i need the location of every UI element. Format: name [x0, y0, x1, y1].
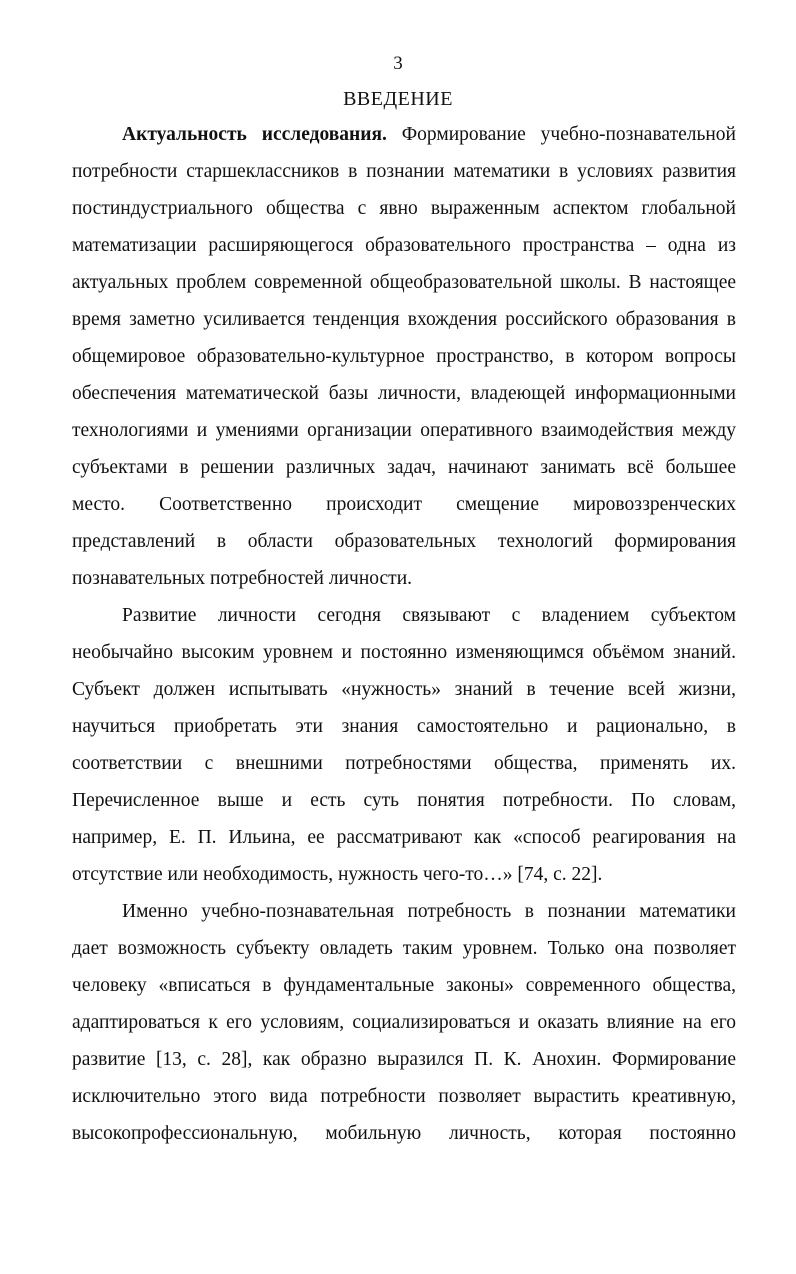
- text-line: постиндустриального общества с явно выраженным аспектом глобальной: [72, 198, 736, 219]
- paragraph-cognitive-need: [72, 893, 736, 1152]
- text-line: потребности старшеклассников в познании математики в условиях развития: [72, 161, 736, 182]
- text-line: развитие [13, с. 28], как образно выразился П. К. Анохин. Формирование: [72, 1049, 736, 1070]
- text-line: представлений в области образовательных технологий формирования: [72, 531, 736, 552]
- text-line: время заметно усиливается тенденция вхождения российского образования в: [72, 309, 736, 330]
- text-line: субъектами в решении различных задач, начинают занимать всё большее: [72, 457, 736, 478]
- text-line: необычайно высоким уровнем и постоянно изменяющимся объёмом знаний.: [72, 642, 736, 663]
- relevance-lead: Актуальность исследования.: [122, 124, 387, 145]
- text-line: Субъект должен испытывать «нужность» знаний в течение всей жизни,: [72, 679, 736, 700]
- text-line: актуальных проблем современной общеобразовательной школы. В настоящее: [72, 272, 736, 293]
- text-line: место. Соответственно происходит смещение мировоззренческих: [72, 494, 736, 515]
- text-line: математизации расширяющегося образовательного пространства – одна из: [72, 235, 736, 256]
- section-heading: ВВЕДЕНИЕ: [343, 88, 453, 110]
- text-line: например, Е. П. Ильина, ее рассматривают как «способ реагирования на: [72, 827, 736, 848]
- text-line: адаптироваться к его условиям, социализироваться и оказать влияние на его: [72, 1012, 736, 1033]
- text-line: Именно учебно-познавательная потребность в познании математики: [122, 901, 736, 922]
- text-line: технологиями и умениями организации оперативного взаимодействия между: [72, 420, 736, 441]
- line-text: Формирование учебно-познавательной: [386, 124, 736, 145]
- text-line: высокопрофессиональную, мобильную личность, которая постоянно: [72, 1123, 736, 1144]
- text-line: отсутствие или необходимость, нужность чего-то…» [74, с. 22].: [72, 864, 603, 885]
- page-number: 3: [393, 53, 403, 74]
- text-line: исключительно этого вида потребности позволяет вырастить креативную,: [72, 1086, 736, 1107]
- text-line: Развитие личности сегодня связывают с владением субъектом: [122, 605, 736, 626]
- paragraph-development: [72, 597, 736, 893]
- text-line: человеку «вписаться в фундаментальные законы» современного общества,: [72, 975, 736, 996]
- text-line: научиться приобретать эти знания самостоятельно и рационально, в: [72, 716, 736, 737]
- text-line: Перечисленное выше и есть суть понятия потребности. По словам,: [72, 790, 736, 811]
- text-line: обеспечения математической базы личности, владеющей информационными: [72, 383, 736, 404]
- text-line: познавательных потребностей личности.: [72, 568, 413, 589]
- text-line: дает возможность субъекту овладеть таким уровнем. Только она позволяет: [72, 938, 736, 959]
- text-line: [72, 116, 736, 153]
- text-line: общемировое образовательно-культурное пространство, в котором вопросы: [72, 346, 736, 367]
- text-line: соответствии с внешними потребностями общества, применять их.: [72, 753, 736, 774]
- body-text: [72, 116, 736, 1152]
- paragraph-relevance: [72, 116, 736, 597]
